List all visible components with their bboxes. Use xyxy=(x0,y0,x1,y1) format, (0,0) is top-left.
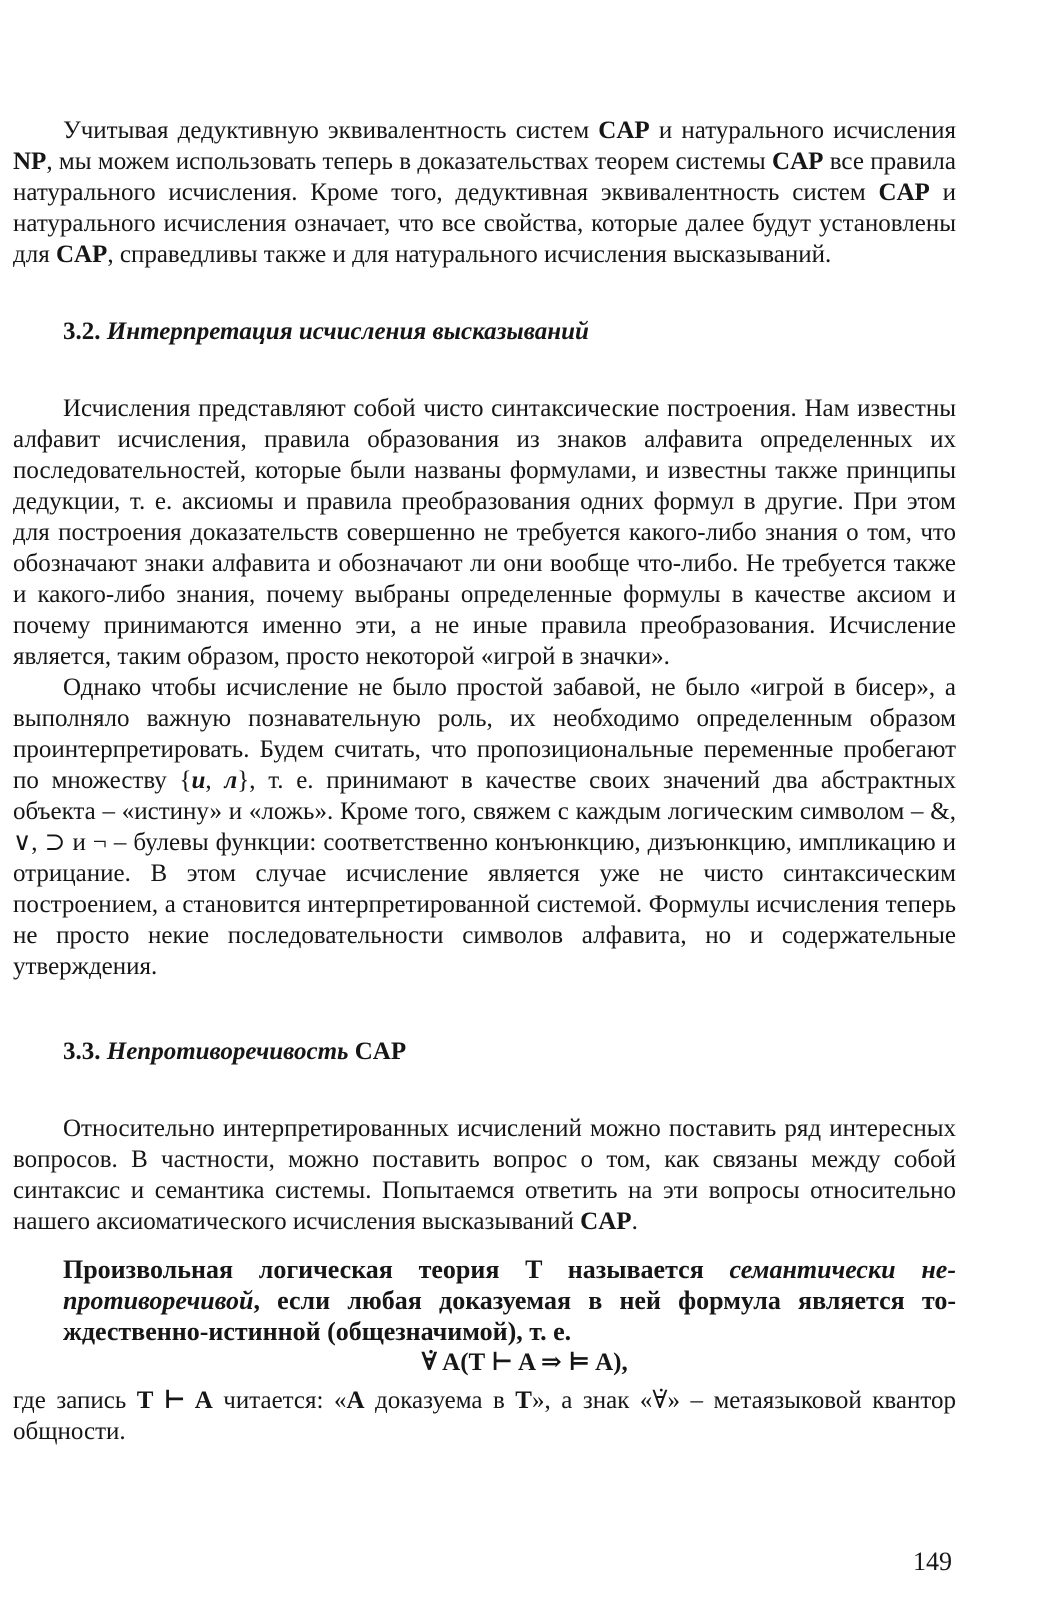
text-run: Однако чтобы исчисление не было простой забавой, не было «игрой в бисер», а выполняло важную познавательную роль, их необходимо определенным образом проинтерпретировать. Будем считать, что пропозициональные переменные пробегают по множеству { xyxy=(13,674,956,794)
paragraph-interpretation xyxy=(13,672,956,982)
text-run: , мы можем использовать теперь в доказательствах теорем системы xyxy=(46,148,773,175)
text-run: Относительно интерпретированных исчислений можно поставить ряд интересных вопросов. В частности, можно поставить вопрос о том, как связаны между собой синтаксис и семантика системы. Попытаемся ответить на эти вопросы относительно нашего аксиоматического исчисления высказываний xyxy=(13,1115,956,1235)
text-run: », а знак « xyxy=(531,1387,653,1414)
system-name: CAP xyxy=(878,179,930,206)
text-run: }, т. е. принимают в качестве своих значений два абстрактных объекта – «истину» и «ложь». Кроме того, свяжем с каждым логическим символом – &, ∨, ⊃ и ¬ – булевы функции: соответственно конъюнкцию, дизъюнкцию, импликацию и отрицание. В этом случае исчисление является уже не чисто синтаксическим построением, а становится интерпретированной системой. Формулы исчисления теперь не просто некие последовательности символов алфавита, но и содержательные утверждения. xyxy=(13,767,957,980)
defined-term: семантически непротиворечивой xyxy=(63,1255,956,1315)
notation: A xyxy=(346,1387,365,1414)
system-name: CAP xyxy=(348,1038,407,1065)
formula: ∀̇ A(T ⊢ A ⇒ ⊨ A), xyxy=(421,1349,628,1376)
section-heading-3-2 xyxy=(13,316,956,347)
paragraph-questions xyxy=(13,1113,956,1237)
paragraph-equivalence xyxy=(13,115,956,270)
text-run: , xyxy=(205,767,225,794)
text-run: где запись xyxy=(13,1387,137,1414)
system-name: CAP xyxy=(55,241,108,268)
text-run: , справедливы также и для натурального исчисления высказываний. xyxy=(107,241,832,268)
text-run: » – метаязыковой квантор общности. xyxy=(13,1387,956,1445)
truth-value: и xyxy=(191,767,206,794)
page-number: 149 xyxy=(913,1547,952,1576)
paragraph-syntax: Исчисления представляют собой чисто синтаксические построения. Нам известны алфавит исчисления, правила образования из знаков алфавита определенных их последовательностей, которые были названы формулами, и известны также принципы дедукции, т. е. аксиомы и правила преобразования одних формул в другие. При этом для построения доказательств совершенно не требуется какого-либо знания о том, что обозначают знаки алфавита и обозначают ли они вообще что-либо. Не требуется также и какого-либо знания, почему выбраны определенные формулы в качестве аксиом и почему принимаются именно эти, а не иные правила преобразования. Исчисление является, таким образом, просто некоторой «игрой в значки». xyxy=(13,395,956,670)
text-run: читается: « xyxy=(212,1387,347,1414)
text-run: , если любая доказуемая в ней формула является тождественно-истинной (общезначимой), т. е. xyxy=(63,1286,956,1346)
text-run: все правила натурального исчисления. Кроме того, дедуктивная эквивалентность систем xyxy=(13,148,956,206)
text-run: и натурального исчисления означает, что все свойства, которые далее будут установлены для xyxy=(13,179,956,268)
section-title: Непротиворечивость xyxy=(106,1038,349,1065)
paragraph-notation xyxy=(13,1385,956,1447)
section-number: 3.3. xyxy=(63,1038,101,1065)
system-name: NP xyxy=(13,148,47,175)
truth-value: л xyxy=(224,767,238,794)
text-run: Учитывая дедуктивную эквивалентность систем xyxy=(63,117,599,144)
page-content xyxy=(13,115,956,1447)
notation: T ⊢ A xyxy=(136,1387,213,1414)
section-number: 3.2. xyxy=(63,318,101,345)
text-run: и натурального исчисления xyxy=(649,117,956,144)
system-name: CAP xyxy=(772,148,824,175)
notation: T xyxy=(515,1387,532,1414)
text-run: . xyxy=(631,1208,638,1235)
text-run: Произвольная логическая теория T называется xyxy=(63,1255,730,1284)
quantifier-symbol: ∀̇ xyxy=(652,1387,668,1414)
system-name: CAP xyxy=(580,1208,632,1235)
section-title: Интерпретация исчисления высказываний xyxy=(106,318,589,345)
definition-block xyxy=(13,1254,956,1347)
section-heading-3-3 xyxy=(13,1036,956,1067)
system-name: CAP xyxy=(598,117,650,144)
text-run: доказуема в xyxy=(364,1387,516,1414)
